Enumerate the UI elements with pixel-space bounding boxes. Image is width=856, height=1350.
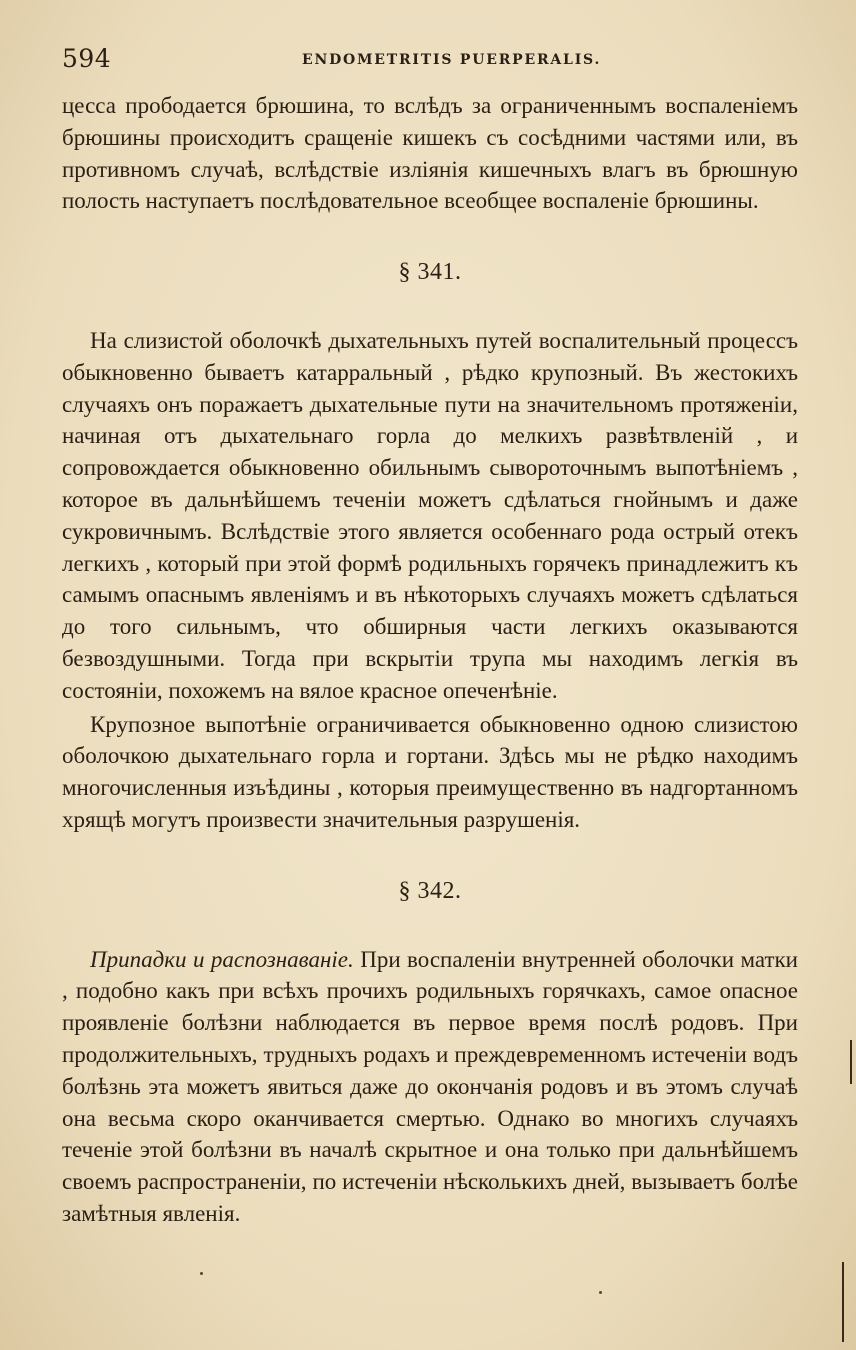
paragraph-symptoms-text: При воспаленіи внутренней оболочки матки , подобно какъ при всѣхъ прочихъ родильныхъ горячкахъ, самое опасное проявленіе болѣзни наблюдается въ первое время послѣ родовъ. При продолжительныхъ, трудныхъ родахъ и преждевременномъ истеченіи водъ болѣзнь эта можетъ явиться даже до окончанія родовъ и въ этомъ случаѣ она весьма скоро оканчивается смертью. Однако во многихъ случаяхъ теченіе этой болѣзни въ началѣ скрытное и она только при дальнѣйшемъ своемъ распространеніи, по истеченіи нѣсколькихъ дней, вызываетъ болѣе замѣтныя явленія. xyxy=(62,946,798,1226)
section-heading-341: § 341. xyxy=(398,259,462,286)
section-heading-342: § 342. xyxy=(398,877,462,904)
page-header xyxy=(62,44,794,78)
ink-speck xyxy=(200,1272,203,1275)
page-edge-mark xyxy=(850,1040,852,1084)
paragraph-symptoms-diagnosis xyxy=(62,944,798,1230)
page-number: 594 xyxy=(62,44,112,73)
ink-speck xyxy=(599,1291,602,1294)
paragraph-croupous-exudate: Крупозное выпотѣніе ограничивается обыкновенно одною слизистою оболочкою дыхательнаго горла и гортани. Здѣсь мы не рѣдко находимъ многочисленныя изъѣдины , которыя преимущественно въ надгортанномъ хрящѣ могутъ произвести значительныя разрушенія. xyxy=(62,711,798,832)
running-title: ENDOMETRITIS PUERPERALIS. xyxy=(302,52,602,68)
paragraph-continued: цесса прободается брюшина, то вслѣдъ за ограниченнымъ воспаленіемъ брюшины происходитъ сращеніе кишекъ съ сосѣдними частями или, въ противномъ случаѣ, вслѣдствіе изліянія кишечныхъ влагъ въ брюшную полость наступаетъ послѣдовательное всеобщее воспаленіе брюшины. xyxy=(62,93,798,214)
page-body xyxy=(62,90,798,1230)
paragraph-respiratory-inflammation: На слизистой оболочкѣ дыхательныхъ путей воспалительный процессъ обыкновенно бываетъ катарральный , рѣдко крупозный. Въ жестокихъ случаяхъ онъ поражаетъ дыхательные пути на значительномъ протяженіи, начиная отъ дыхательнаго горла до мелкихъ развѣтвленій , и сопровождается обыкновенно обильнымъ сывороточнымъ выпотѣніемъ , которое въ дальнѣйшемъ теченіи можетъ сдѣлаться гнойнымъ и даже сукровичнымъ. Вслѣдствіе этого является особеннаго рода острый отекъ легкихъ , который при этой формѣ родильныхъ горячекъ принадлежитъ къ самымъ опаснымъ явленіямъ и въ нѣкоторыхъ случаяхъ можетъ сдѣлаться до того сильнымъ, что обширныя части легкихъ оказываются безвоздушными. Тогда при вскрытіи трупа мы находимъ легкія въ состояніи, похожемъ на вялое красное опеченѣніе. xyxy=(62,327,798,703)
run-in-heading: Припадки и распознаваніе. xyxy=(90,946,354,972)
page-edge-mark xyxy=(842,1262,844,1342)
